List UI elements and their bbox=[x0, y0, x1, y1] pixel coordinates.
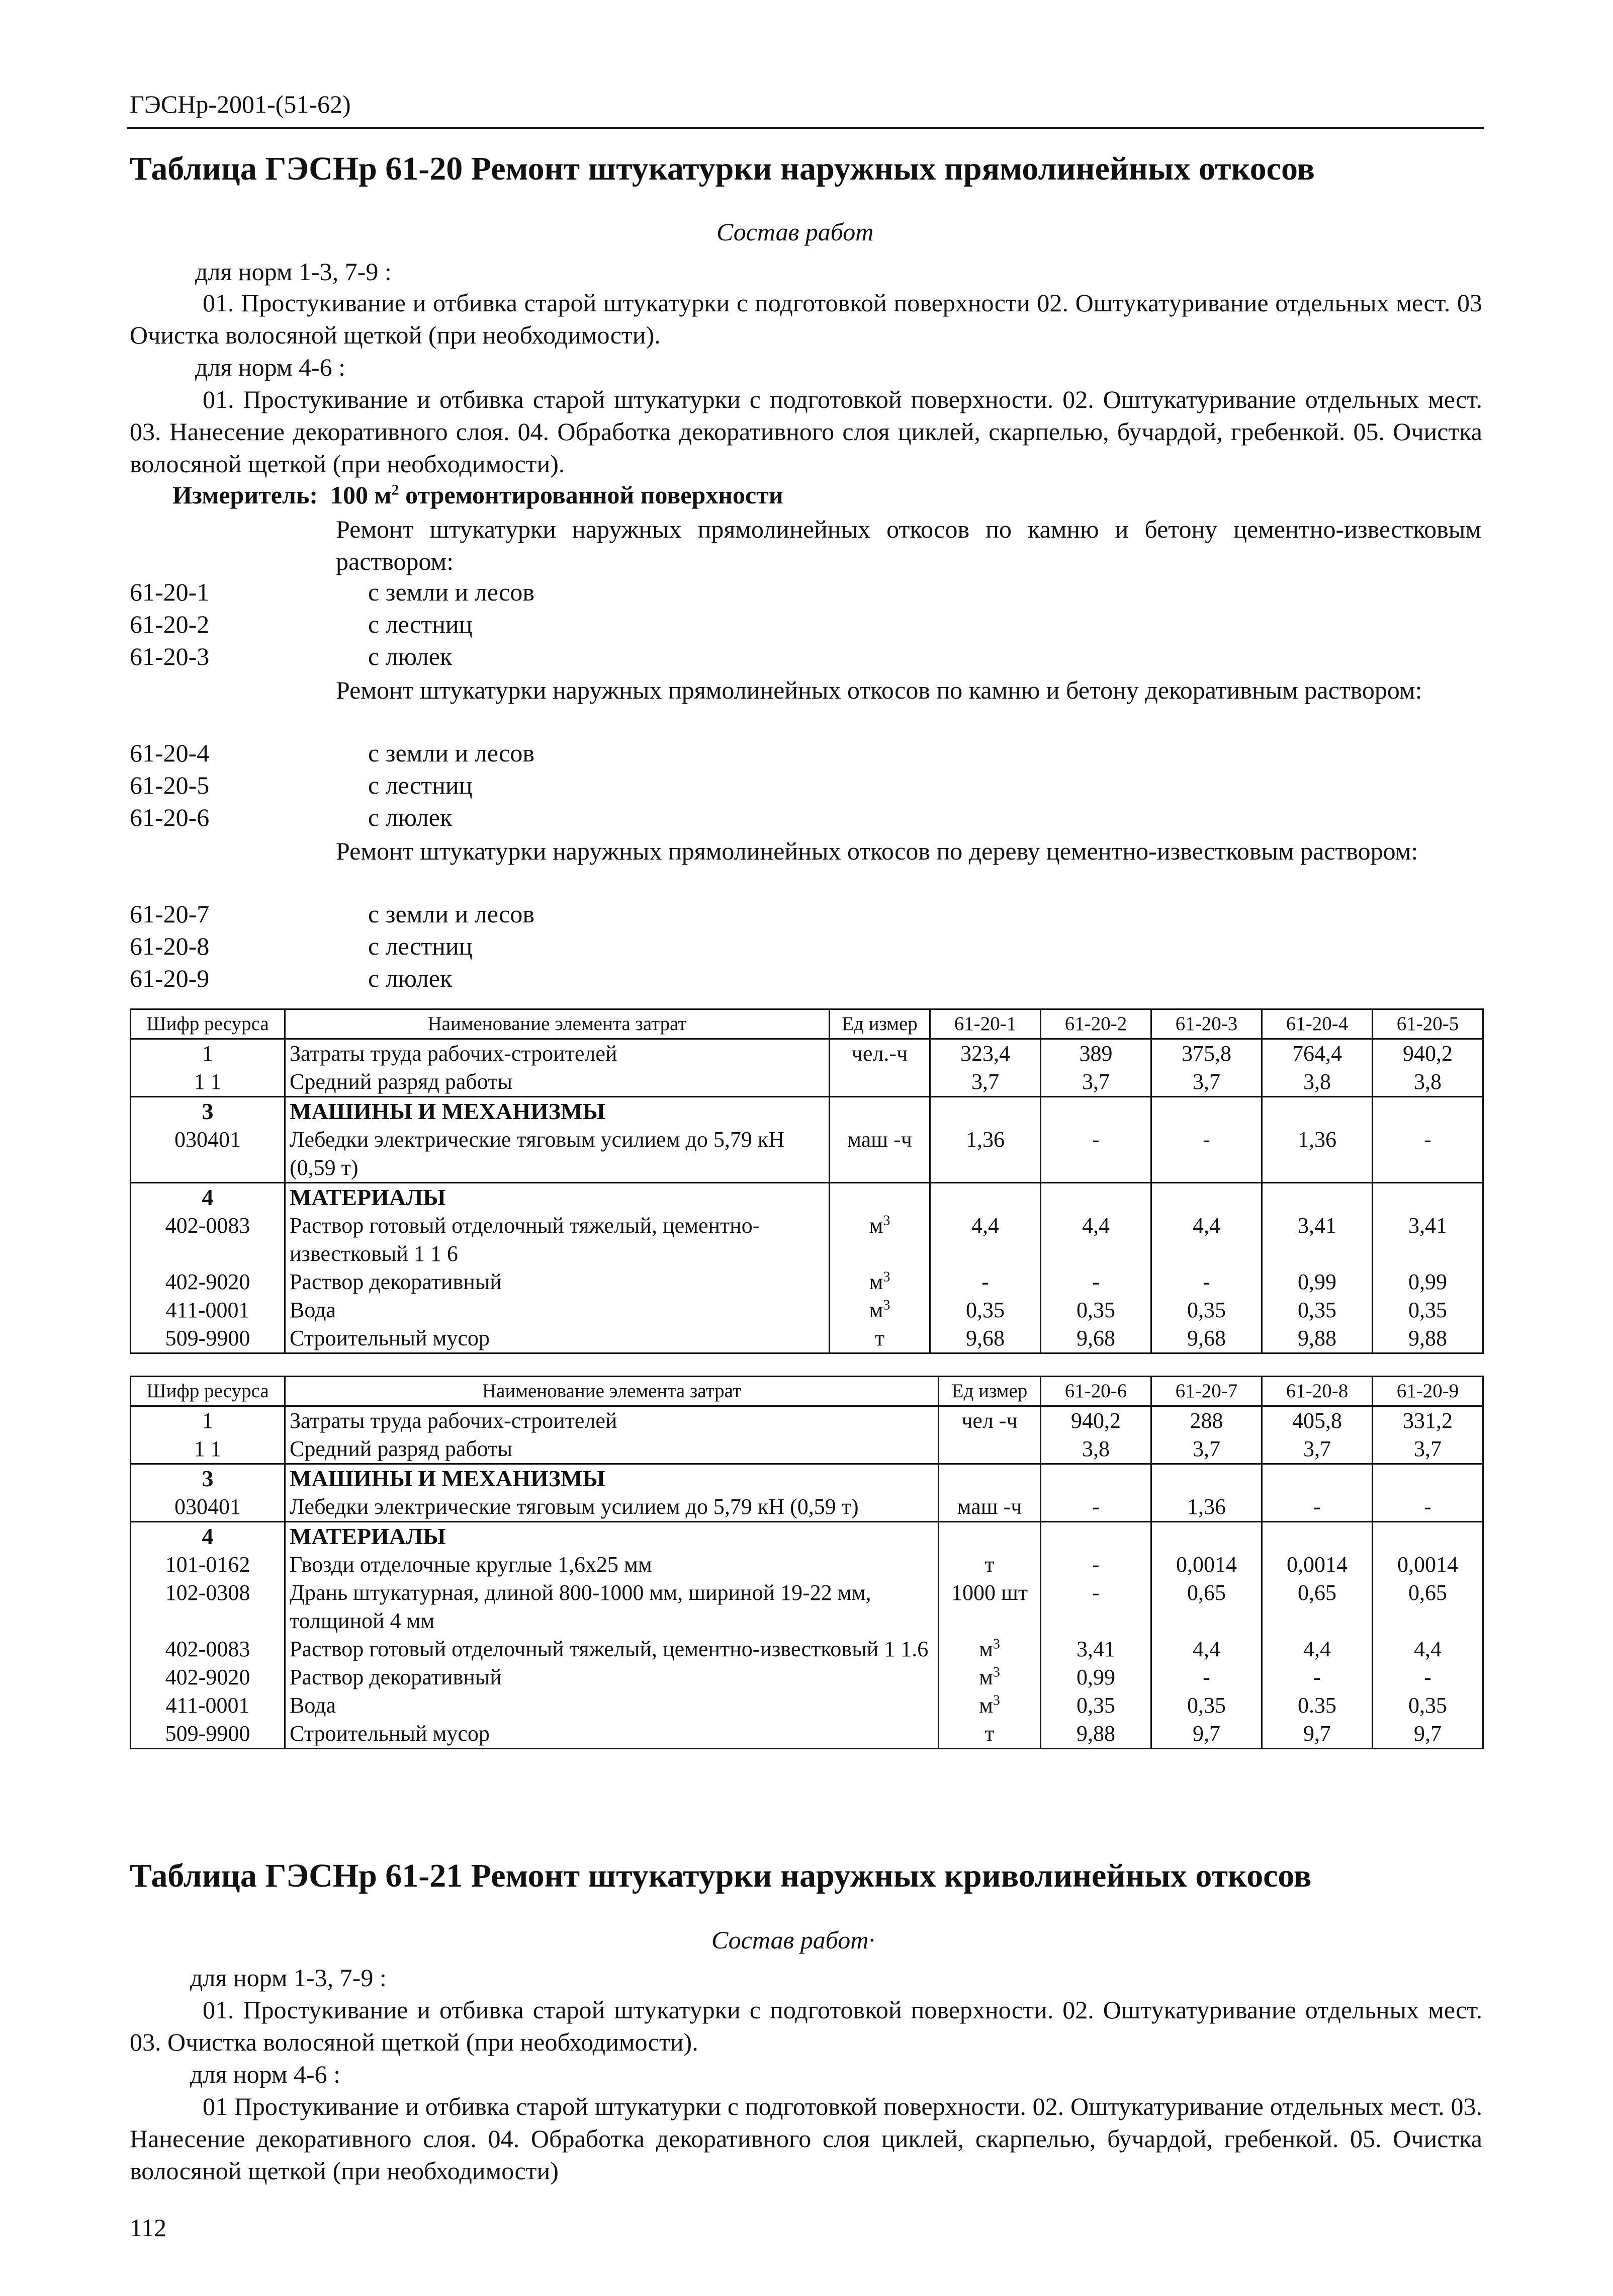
value-cell: 9,7 bbox=[1151, 1720, 1262, 1749]
header-rule bbox=[127, 127, 1484, 129]
value-cell: 3,7 bbox=[1373, 1435, 1483, 1464]
table-row bbox=[131, 1663, 1483, 1691]
resource-code: 1 bbox=[131, 1039, 285, 1068]
norm-code: 61-20-6 bbox=[130, 803, 210, 831]
value-cell: 940,2 bbox=[1373, 1039, 1483, 1068]
resource-name: Раствор декоративный bbox=[285, 1663, 939, 1691]
resource-name: Гвозди отделочные круглые 1,6х25 мм bbox=[285, 1551, 939, 1579]
value-cell: 9,7 bbox=[1373, 1720, 1483, 1749]
norm-code: 61-20-1 bbox=[130, 578, 210, 606]
work-composition-1: 01. Простукивание и отбивка старой штукатурки с подготовкой поверхности 02. Оштукатуривание отдельных мест. 03 Очистка волосяной щеткой (при необходимости). bbox=[130, 289, 1482, 349]
value-cell: 4,4 bbox=[1151, 1635, 1262, 1663]
value-cell: 4,4 bbox=[1151, 1212, 1262, 1268]
value-cell: 3,8 bbox=[1041, 1435, 1151, 1464]
resource-code: 402-0083 bbox=[131, 1212, 285, 1268]
value-cell: - bbox=[1041, 1551, 1151, 1579]
resource-name: Строительный мусор bbox=[285, 1720, 939, 1749]
value-cell: 1,36 bbox=[1262, 1126, 1373, 1183]
norms-lead-1: для норм 1-3, 7-9 : bbox=[190, 1964, 387, 1992]
resource-code: 402-0083 bbox=[131, 1635, 285, 1663]
value-cell: 0,99 bbox=[1262, 1268, 1373, 1296]
norm-subtitle: с люлек bbox=[368, 964, 453, 992]
column-header: Наименование элемента затрат bbox=[285, 1009, 830, 1039]
value-cell: 4,4 bbox=[1373, 1635, 1483, 1663]
value-cell: 9,68 bbox=[1041, 1324, 1151, 1353]
resource-name: Затраты труда рабочих-строителей bbox=[285, 1039, 830, 1068]
resource-name: Вода bbox=[285, 1691, 939, 1720]
value-cell: 0,65 bbox=[1151, 1579, 1262, 1635]
resource-name: Средний разряд работы bbox=[285, 1435, 939, 1464]
work-composition-1: 01. Простукивание и отбивка старой штукатурки с подготовкой поверхности. 02. Оштукатуривание отдельных мест. 03. Очистка волосяной щеткой (при необходимости). bbox=[130, 1996, 1482, 2056]
resource-code: 1 bbox=[131, 1406, 285, 1435]
column-header: 61-20-1 bbox=[930, 1009, 1041, 1039]
norms-lead-2: для норм 4-6 : bbox=[190, 2060, 341, 2088]
section-code: 4 bbox=[131, 1522, 285, 1551]
value-cell: 4,4 bbox=[1041, 1212, 1151, 1268]
table-row bbox=[131, 1493, 1483, 1522]
value-cell: 9,68 bbox=[1151, 1324, 1262, 1353]
value-cell: 0,35 bbox=[1151, 1296, 1262, 1324]
section-name: МАТЕРИАЛЫ bbox=[285, 1522, 939, 1551]
section-row bbox=[131, 1522, 1483, 1551]
section-code: 3 bbox=[131, 1097, 285, 1126]
value-cell: 9,68 bbox=[930, 1324, 1041, 1353]
value-cell: 375,8 bbox=[1151, 1039, 1262, 1068]
resource-unit: чел.-ч bbox=[830, 1039, 930, 1068]
resource-unit: $м^3$ bbox=[939, 1691, 1041, 1720]
norms-lead-1: для норм 1-3, 7-9 : bbox=[195, 258, 392, 286]
column-header: Ед измер bbox=[939, 1377, 1041, 1406]
value-cell: 323,4 bbox=[930, 1039, 1041, 1068]
norm-code: 61-20-2 bbox=[130, 610, 210, 638]
value-cell: 9,7 bbox=[1262, 1720, 1373, 1749]
resource-unit: $м^3$ bbox=[830, 1296, 930, 1324]
table-row bbox=[131, 1406, 1483, 1435]
resource-unit: т bbox=[939, 1720, 1041, 1749]
value-cell: 3,41 bbox=[1262, 1212, 1373, 1268]
norms-lead-2: для норм 4-6 : bbox=[195, 353, 346, 381]
resource-unit: т bbox=[939, 1551, 1041, 1579]
section-row bbox=[131, 1097, 1483, 1126]
resource-name: Затраты труда рабочих-строителей bbox=[285, 1406, 939, 1435]
value-cell: 4,4 bbox=[1262, 1635, 1373, 1663]
column-header: Шифр ресурса bbox=[131, 1377, 285, 1406]
value-cell: 764,4 bbox=[1262, 1039, 1373, 1068]
value-cell: 0,65 bbox=[1262, 1579, 1373, 1635]
table-header-row bbox=[131, 1009, 1483, 1039]
sostav-heading: Состав работ· bbox=[711, 1926, 875, 1954]
column-header: 61-20-2 bbox=[1041, 1009, 1151, 1039]
table-row bbox=[131, 1324, 1483, 1353]
resource-unit: $м^3$ bbox=[939, 1635, 1041, 1663]
table-row bbox=[131, 1296, 1483, 1324]
value-cell: 0,65 bbox=[1373, 1579, 1483, 1635]
value-cell: 1,36 bbox=[930, 1126, 1041, 1183]
column-header: Наименование элемента затрат bbox=[285, 1377, 939, 1406]
value-cell: 940,2 bbox=[1041, 1406, 1151, 1435]
value-cell: 3,7 bbox=[1262, 1435, 1373, 1464]
page-number: 112 bbox=[130, 2214, 167, 2242]
value-cell: 0,35 bbox=[1373, 1691, 1483, 1720]
table-61-21-title: Таблица ГЭСНр 61-21 Ремонт штукатурки наружных криволинейных откосов bbox=[130, 1857, 1312, 1894]
resource-name: Дрань штукатурная, длиной 800-1000 мм, шириной 19-22 мм, толщиной 4 мм bbox=[285, 1579, 939, 1635]
value-cell: 3,7 bbox=[1151, 1435, 1262, 1464]
running-header: ГЭСНр-2001-(51-62) bbox=[130, 90, 351, 118]
column-header: Шифр ресурса bbox=[131, 1009, 285, 1039]
value-cell: 405,8 bbox=[1262, 1406, 1373, 1435]
value-cell: 9,88 bbox=[1373, 1324, 1483, 1353]
value-cell: 0,0014 bbox=[1262, 1551, 1373, 1579]
value-cell: 0,35 bbox=[1151, 1691, 1262, 1720]
section-name: МАТЕРИАЛЫ bbox=[285, 1183, 830, 1212]
norm-code: 61-20-3 bbox=[130, 642, 210, 670]
resource-name: Вода bbox=[285, 1296, 830, 1324]
resource-name: Лебедки электрические тяговым усилием до 5,79 кН (0,59 т) bbox=[285, 1126, 830, 1183]
column-header: 61-20-5 bbox=[1373, 1009, 1483, 1039]
table-row bbox=[131, 1435, 1483, 1464]
value-cell: 9,88 bbox=[1041, 1720, 1151, 1749]
section-row bbox=[131, 1464, 1483, 1493]
norm-code: 61-20-8 bbox=[130, 932, 210, 960]
value-cell: - bbox=[1041, 1493, 1151, 1522]
value-cell: - bbox=[1041, 1126, 1151, 1183]
norm-subtitle: с земли и лесов bbox=[368, 739, 534, 767]
section-row bbox=[131, 1183, 1483, 1212]
resource-name: Раствор готовый отделочный тяжелый, цементно-известковый 1 1.6 bbox=[285, 1635, 939, 1663]
resource-code: 411-0001 bbox=[131, 1296, 285, 1324]
resource-unit: маш -ч bbox=[830, 1126, 930, 1183]
value-cell: 0,35 bbox=[1041, 1296, 1151, 1324]
table-row bbox=[131, 1268, 1483, 1296]
column-header: 61-20-6 bbox=[1041, 1377, 1151, 1406]
value-cell: - bbox=[1373, 1493, 1483, 1522]
value-cell: 3,7 bbox=[930, 1068, 1041, 1097]
norm-subtitle: с земли и лесов bbox=[368, 578, 534, 606]
value-cell: - bbox=[1262, 1493, 1373, 1522]
resource-code: 509-9900 bbox=[131, 1720, 285, 1749]
resource-unit: маш -ч bbox=[939, 1493, 1041, 1522]
norm-subtitle: с люлек bbox=[368, 642, 453, 670]
value-cell: - bbox=[1151, 1126, 1262, 1183]
value-cell: 0,35 bbox=[1041, 1691, 1151, 1720]
resource-name: Строительный мусор bbox=[285, 1324, 830, 1353]
resource-code: 030401 bbox=[131, 1126, 285, 1183]
table-row bbox=[131, 1039, 1483, 1068]
resource-code: 1 1 bbox=[131, 1068, 285, 1097]
norm-subtitle: с люлек bbox=[368, 803, 453, 831]
resource-unit: чел -ч bbox=[939, 1406, 1041, 1435]
column-header: 61-20-8 bbox=[1262, 1377, 1373, 1406]
value-cell: - bbox=[1373, 1663, 1483, 1691]
resource-unit bbox=[830, 1068, 930, 1097]
resource-code: 402-9020 bbox=[131, 1663, 285, 1691]
table-row bbox=[131, 1551, 1483, 1579]
value-cell: - bbox=[930, 1268, 1041, 1296]
value-cell: 0,0014 bbox=[1151, 1551, 1262, 1579]
value-cell: 4,4 bbox=[930, 1212, 1041, 1268]
resource-code: 101-0162 bbox=[131, 1551, 285, 1579]
resource-table-b bbox=[130, 1376, 1484, 1749]
value-cell: - bbox=[1373, 1126, 1483, 1183]
work-composition-2: 01 Простукивание и отбивка старой штукатурки с подготовкой поверхности. 02. Оштукатуривание отдельных мест. 03. Нанесение декоративного слоя. 04. Обработка декоративного слоя циклей, скарпелью, бучардой, гребенкой. 05. Очистка волосяной щеткой (при необходимости) bbox=[130, 2092, 1482, 2185]
resource-name: Лебедки электрические тяговым усилием до 5,79 кН (0,59 т) bbox=[285, 1493, 939, 1522]
section-name: МАШИНЫ И МЕХАНИЗМЫ bbox=[285, 1464, 939, 1493]
value-cell: 3,8 bbox=[1373, 1068, 1483, 1097]
section-code: 3 bbox=[131, 1464, 285, 1493]
value-cell: - bbox=[1151, 1268, 1262, 1296]
value-cell: - bbox=[1151, 1663, 1262, 1691]
table-61-20-title: Таблица ГЭСНр 61-20 Ремонт штукатурки наружных прямолинейных откосов bbox=[130, 150, 1315, 187]
value-cell: - bbox=[1262, 1663, 1373, 1691]
resource-unit: 1000 шт bbox=[939, 1579, 1041, 1635]
value-cell: 3,41 bbox=[1373, 1212, 1483, 1268]
table-row bbox=[131, 1635, 1483, 1663]
value-cell: 331,2 bbox=[1373, 1406, 1483, 1435]
column-header: 61-20-3 bbox=[1151, 1009, 1262, 1039]
resource-table-a bbox=[130, 1008, 1484, 1354]
resource-unit: $м^3$ bbox=[830, 1212, 930, 1268]
resource-code: 411-0001 bbox=[131, 1691, 285, 1720]
value-cell: 1,36 bbox=[1151, 1493, 1262, 1522]
resource-unit bbox=[939, 1435, 1041, 1464]
resource-code: 509-9900 bbox=[131, 1324, 285, 1353]
value-cell: 3,8 bbox=[1262, 1068, 1373, 1097]
norm-subtitle: с земли и лесов bbox=[368, 900, 534, 928]
value-cell: 0,99 bbox=[1041, 1663, 1151, 1691]
norm-code: 61-20-4 bbox=[130, 739, 210, 767]
column-header: Ед измер bbox=[830, 1009, 930, 1039]
value-cell: - bbox=[1041, 1579, 1151, 1635]
value-cell: 0,35 bbox=[1373, 1296, 1483, 1324]
resource-unit: $м^3$ bbox=[939, 1663, 1041, 1691]
section-name: МАШИНЫ И МЕХАНИЗМЫ bbox=[285, 1097, 830, 1126]
value-cell: 0,35 bbox=[1262, 1296, 1373, 1324]
resource-code: 402-9020 bbox=[131, 1268, 285, 1296]
value-cell: 0.35 bbox=[1262, 1691, 1373, 1720]
column-header: 61-20-7 bbox=[1151, 1377, 1262, 1406]
resource-code: 102-0308 bbox=[131, 1579, 285, 1635]
column-header: 61-20-9 bbox=[1373, 1377, 1483, 1406]
value-cell: 0,0014 bbox=[1373, 1551, 1483, 1579]
norm-subtitle: с лестниц bbox=[368, 771, 473, 799]
norm-group-3: Ремонт штукатурки наружных прямолинейных откосов по дереву цементно-известковым раствором: bbox=[336, 837, 1418, 865]
table-row bbox=[131, 1126, 1483, 1183]
norm-code: 61-20-9 bbox=[130, 964, 210, 992]
section-code: 4 bbox=[131, 1183, 285, 1212]
resource-name: Раствор готовый отделочный тяжелый, цементно-известковый 1 1 6 bbox=[285, 1212, 830, 1268]
table-row bbox=[131, 1691, 1483, 1720]
resource-code: 030401 bbox=[131, 1493, 285, 1522]
column-header: 61-20-4 bbox=[1262, 1009, 1373, 1039]
table-row bbox=[131, 1579, 1483, 1635]
value-cell: 0,99 bbox=[1373, 1268, 1483, 1296]
norm-subtitle: с лестниц bbox=[368, 932, 473, 960]
value-cell: 389 bbox=[1041, 1039, 1151, 1068]
norm-group-1: Ремонт штукатурки наружных прямолинейных откосов по камню и бетону цементно-известковым раствором: bbox=[336, 515, 1481, 575]
table-row bbox=[131, 1720, 1483, 1749]
value-cell: - bbox=[1041, 1268, 1151, 1296]
norm-group-2: Ремонт штукатурки наружных прямолинейных откосов по камню и бетону декоративным раствором: bbox=[336, 676, 1422, 704]
value-cell: 288 bbox=[1151, 1406, 1262, 1435]
sostav-heading: Состав работ bbox=[716, 218, 874, 246]
resource-unit: $м^3$ bbox=[830, 1268, 930, 1296]
measurement-unit: Измеритель: 100 $м^2$ отремонтированной поверхности bbox=[172, 481, 783, 509]
resource-code: 1 1 bbox=[131, 1435, 285, 1464]
value-cell: 3,41 bbox=[1041, 1635, 1151, 1663]
value-cell: 3,7 bbox=[1041, 1068, 1151, 1097]
resource-name: Средний разряд работы bbox=[285, 1068, 830, 1097]
table-row bbox=[131, 1212, 1483, 1268]
value-cell: 3,7 bbox=[1151, 1068, 1262, 1097]
norm-code: 61-20-7 bbox=[130, 900, 210, 928]
resource-unit: т bbox=[830, 1324, 930, 1353]
table-header-row bbox=[131, 1377, 1483, 1406]
norm-subtitle: с лестниц bbox=[368, 610, 473, 638]
value-cell: 9,88 bbox=[1262, 1324, 1373, 1353]
work-composition-2: 01. Простукивание и отбивка старой штукатурки с подготовкой поверхности. 02. Оштукатуривание отдельных мест. 03. Нанесение декоративного слоя. 04. Обработка декоративного слоя циклей, скарпелью, бучардой, гребенкой. 05. Очистка волосяной щеткой (при необходимости). bbox=[130, 385, 1482, 478]
value-cell: 0,35 bbox=[930, 1296, 1041, 1324]
norm-code: 61-20-5 bbox=[130, 771, 210, 799]
table-row bbox=[131, 1068, 1483, 1097]
resource-name: Раствор декоративный bbox=[285, 1268, 830, 1296]
